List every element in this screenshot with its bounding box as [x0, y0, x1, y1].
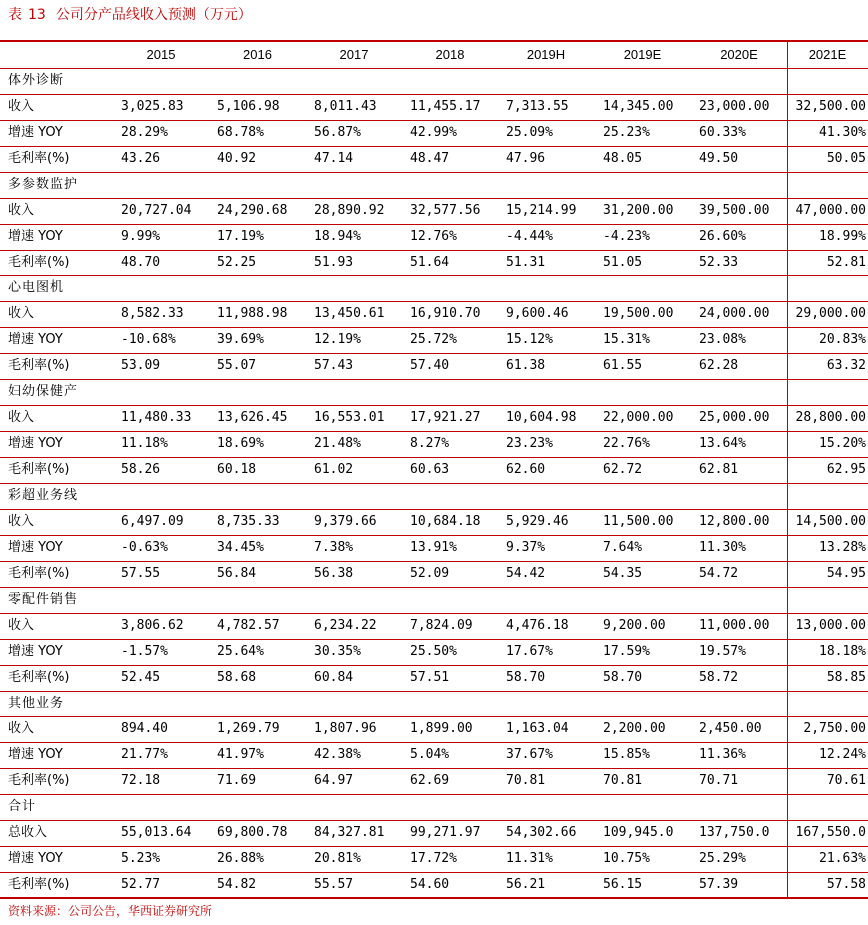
table-cell: 25,000.00	[699, 410, 770, 426]
section-row	[0, 275, 868, 301]
table-cell: 6,497.09	[121, 513, 184, 529]
table-row	[0, 742, 868, 768]
table-cell: 17.72%	[410, 851, 457, 867]
table-cell: 9.99%	[121, 228, 161, 244]
table-cell: 9,600.46	[506, 306, 569, 322]
table-cell: 2,450.00	[699, 721, 762, 737]
table-cell: 11,988.98	[217, 306, 288, 322]
table-cell: 70.61	[826, 773, 866, 789]
table-title-number: 13	[28, 7, 46, 23]
header-row	[0, 42, 868, 68]
table-cell: 68.78%	[217, 124, 264, 140]
table-cell: 11.18%	[121, 436, 168, 452]
row-label: 收入	[8, 98, 35, 114]
table-cell: 9.37%	[506, 539, 546, 555]
table-cell: 31,200.00	[603, 202, 674, 218]
table-cell: 52.77	[121, 877, 161, 893]
row-label: 收入	[8, 617, 35, 633]
table-cell: 56.38	[314, 565, 354, 581]
table-cell: 53.09	[121, 358, 161, 374]
table-cell: 42.38%	[314, 747, 361, 763]
table-cell: 18.18%	[819, 643, 866, 659]
table-cell: 54,302.66	[506, 825, 577, 841]
table-cell: 5,106.98	[217, 98, 280, 114]
table-row	[0, 716, 868, 742]
row-label: 增速 YOY	[8, 747, 63, 763]
table-cell: 25.72%	[410, 332, 457, 348]
table-cell: 56.87%	[314, 124, 361, 140]
table-cell: 52.81	[826, 254, 866, 270]
table-cell: 10,604.98	[506, 410, 577, 426]
table-cell: 7,824.09	[410, 617, 473, 633]
table-cell: 22.76%	[603, 436, 650, 452]
column-header: 2018	[435, 47, 465, 62]
table-cell: 52.45	[121, 669, 161, 685]
table-cell: 21.77%	[121, 747, 168, 763]
table-cell: 14,345.00	[603, 98, 674, 114]
table-cell: 54.60	[410, 877, 450, 893]
table-cell: 34.45%	[217, 539, 264, 555]
table-cell: 57.51	[410, 669, 450, 685]
table-cell: 1,269.79	[217, 721, 280, 737]
table-cell: 15.31%	[603, 332, 650, 348]
table-cell: 23.08%	[699, 332, 746, 348]
table-cell: 61.02	[314, 462, 354, 478]
row-label: 增速 YOY	[8, 851, 63, 867]
section-name: 体外诊断	[8, 72, 65, 88]
table-row	[0, 146, 868, 172]
table-cell: 32,577.56	[410, 202, 481, 218]
table-cell: 11,000.00	[699, 617, 770, 633]
row-label: 毛利率(%)	[8, 150, 70, 166]
table-cell: 16,553.01	[314, 410, 385, 426]
row-label: 增速 YOY	[8, 539, 63, 555]
column-divider	[787, 42, 788, 898]
row-label: 毛利率(%)	[8, 565, 70, 581]
section-name: 零配件销售	[8, 591, 79, 607]
table-cell: 52.33	[699, 254, 739, 270]
table-cell: 2,750.00	[803, 721, 866, 737]
section-name: 心电图机	[8, 280, 65, 296]
table-cell: 15.12%	[506, 332, 553, 348]
table-cell: 894.40	[121, 721, 168, 737]
table-cell: 14,500.00	[795, 513, 866, 529]
table-cell: 137,750.0	[699, 825, 770, 841]
table-cell: 17.19%	[217, 228, 264, 244]
table-cell: 62.72	[603, 462, 643, 478]
row-label: 毛利率(%)	[8, 462, 70, 478]
table-cell: 28.29%	[121, 124, 168, 140]
table-cell: 24,000.00	[699, 306, 770, 322]
table-cell: 47.14	[314, 150, 354, 166]
table-cell: 11.31%	[506, 851, 553, 867]
table-row	[0, 353, 868, 379]
table-cell: 11,500.00	[603, 513, 674, 529]
table-cell: 25.23%	[603, 124, 650, 140]
table-cell: 63.32	[826, 358, 866, 374]
table-cell: 25.29%	[699, 851, 746, 867]
table-cell: 54.35	[603, 565, 643, 581]
table-cell: 109,945.0	[603, 825, 674, 841]
table-cell: -1.57%	[121, 643, 168, 659]
table-cell: 13.28%	[819, 539, 866, 555]
table-cell: 9,200.00	[603, 617, 666, 633]
row-label: 增速 YOY	[8, 332, 63, 348]
table-cell: 26.60%	[699, 228, 746, 244]
column-header: 2015	[146, 47, 176, 62]
table-cell: 54.42	[506, 565, 546, 581]
table-cell: 11,455.17	[410, 98, 481, 114]
section-row	[0, 587, 868, 613]
table-cell: 84,327.81	[314, 825, 385, 841]
table-cell: 48.05	[603, 150, 643, 166]
table-cell: 48.70	[121, 254, 161, 270]
table-cell: 70.81	[506, 773, 546, 789]
table-cell: 19.57%	[699, 643, 746, 659]
table-cell: 69,800.78	[217, 825, 288, 841]
table-cell: 18.94%	[314, 228, 361, 244]
table-cell: 25.64%	[217, 643, 264, 659]
section-name: 妇幼保健产	[8, 384, 79, 400]
table-cell: 60.84	[314, 669, 354, 685]
table-cell: 11.36%	[699, 747, 746, 763]
table-cell: 25.50%	[410, 643, 457, 659]
table-cell: 58.70	[506, 669, 546, 685]
table-cell: 61.38	[506, 358, 546, 374]
table-cell: 58.85	[826, 669, 866, 685]
table-cell: 39.69%	[217, 332, 264, 348]
table-cell: 5,929.46	[506, 513, 569, 529]
table-cell: 1,807.96	[314, 721, 377, 737]
row-label: 收入	[8, 202, 35, 218]
table-row	[0, 509, 868, 535]
table-cell: 4,782.57	[217, 617, 280, 633]
table-row	[0, 327, 868, 353]
table-cell: 1,163.04	[506, 721, 569, 737]
table-cell: 12.24%	[819, 747, 866, 763]
table-cell: 51.31	[506, 254, 546, 270]
table-row	[0, 665, 868, 691]
table-row	[0, 94, 868, 120]
table-cell: 58.70	[603, 669, 643, 685]
table-cell: 12.76%	[410, 228, 457, 244]
table-cell: 7.64%	[603, 539, 643, 555]
table-cell: 16,910.70	[410, 306, 481, 322]
column-header: 2019E	[623, 47, 662, 62]
table-row	[0, 198, 868, 224]
bottom-rule	[0, 897, 868, 899]
row-label: 增速 YOY	[8, 643, 63, 659]
table-cell: 12.19%	[314, 332, 361, 348]
table-cell: 54.72	[699, 565, 739, 581]
table-cell: -4.23%	[603, 228, 650, 244]
table-cell: 62.60	[506, 462, 546, 478]
table-cell: 20,727.04	[121, 202, 192, 218]
table-row	[0, 120, 868, 146]
row-label: 毛利率(%)	[8, 773, 70, 789]
table-cell: 28,890.92	[314, 202, 385, 218]
table-cell: 12,800.00	[699, 513, 770, 529]
table-cell: 13.64%	[699, 436, 746, 452]
table-cell: 72.18	[121, 773, 161, 789]
table-cell: 22,000.00	[603, 410, 674, 426]
table-cell: 56.21	[506, 877, 546, 893]
section-row	[0, 483, 868, 509]
column-header: 2020E	[720, 47, 758, 62]
section-name: 多参数监护	[8, 176, 79, 192]
table-cell: 17.67%	[506, 643, 553, 659]
table-cell: 13,450.61	[314, 306, 385, 322]
table-cell: 13,000.00	[795, 617, 866, 633]
table-cell: 57.58	[826, 877, 866, 893]
table-cell: 58.26	[121, 462, 161, 478]
table-cell: 47.96	[506, 150, 546, 166]
table-cell: 10,684.18	[410, 513, 481, 529]
table-cell: 10.75%	[603, 851, 650, 867]
table-cell: 23.23%	[506, 436, 553, 452]
table-cell: 58.72	[699, 669, 739, 685]
table-cell: 56.15	[603, 877, 643, 893]
table-cell: 56.84	[217, 565, 257, 581]
table-cell: 62.95	[826, 462, 866, 478]
table-cell: 15.85%	[603, 747, 650, 763]
table-cell: 49.50	[699, 150, 739, 166]
table-cell: -10.68%	[121, 332, 176, 348]
table-cell: 57.43	[314, 358, 354, 374]
table-cell: 19,500.00	[603, 306, 674, 322]
table-cell: 41.97%	[217, 747, 264, 763]
table-cell: 55.57	[314, 877, 354, 893]
table-cell: 3,806.62	[121, 617, 184, 633]
table-cell: 7,313.55	[506, 98, 569, 114]
section-row	[0, 379, 868, 405]
table-row	[0, 431, 868, 457]
table-cell: 6,234.22	[314, 617, 377, 633]
table-row	[0, 561, 868, 587]
table-cell: 15.20%	[819, 436, 866, 452]
row-label: 增速 YOY	[8, 124, 63, 140]
table-cell: 8,735.33	[217, 513, 280, 529]
table-cell: 60.33%	[699, 124, 746, 140]
row-label: 收入	[8, 306, 35, 322]
table-cell: 15,214.99	[506, 202, 577, 218]
table-row	[0, 535, 868, 561]
table-cell: 25.09%	[506, 124, 553, 140]
table-cell: 64.97	[314, 773, 354, 789]
table-cell: 70.81	[603, 773, 643, 789]
table-cell: 21.48%	[314, 436, 361, 452]
table-row	[0, 639, 868, 665]
table-cell: 11.30%	[699, 539, 746, 555]
row-label: 收入	[8, 513, 35, 529]
table-cell: 47,000.00	[795, 202, 866, 218]
table-cell: 48.47	[410, 150, 450, 166]
table-cell: 1,899.00	[410, 721, 473, 737]
table-cell: 5.04%	[410, 747, 450, 763]
table-cell: 24,290.68	[217, 202, 288, 218]
table-row	[0, 846, 868, 872]
table-row	[0, 872, 868, 898]
table-cell: 42.99%	[410, 124, 457, 140]
table-cell: 26.88%	[217, 851, 264, 867]
row-label: 增速 YOY	[8, 228, 63, 244]
table-row	[0, 820, 868, 846]
table-cell: 41.30%	[819, 124, 866, 140]
table-cell: 5.23%	[121, 851, 161, 867]
table-cell: 55,013.64	[121, 825, 192, 841]
table-cell: 7.38%	[314, 539, 354, 555]
table-cell: 51.93	[314, 254, 354, 270]
table-title-prefix: 表	[8, 7, 22, 23]
table-cell: 62.28	[699, 358, 739, 374]
table-cell: -4.44%	[506, 228, 553, 244]
section-name: 其他业务	[8, 695, 65, 711]
row-label: 增速 YOY	[8, 436, 63, 452]
table-cell: 54.95	[826, 565, 866, 581]
table-row	[0, 768, 868, 794]
table-cell: 8,011.43	[314, 98, 377, 114]
table-row	[0, 301, 868, 327]
table-cell: 13.91%	[410, 539, 457, 555]
table-row	[0, 224, 868, 250]
table-cell: 58.68	[217, 669, 257, 685]
table-cell: 17,921.27	[410, 410, 481, 426]
table-cell: 57.39	[699, 877, 739, 893]
table-cell: 2,200.00	[603, 721, 666, 737]
table-cell: 71.69	[217, 773, 257, 789]
table-cell: 99,271.97	[410, 825, 481, 841]
section-row	[0, 172, 868, 198]
row-label: 收入	[8, 721, 35, 737]
source-note: 资料来源：公司公告，华西证券研究所	[8, 904, 213, 918]
table-cell: 70.71	[699, 773, 739, 789]
table-cell: 37.67%	[506, 747, 553, 763]
table-cell: 57.55	[121, 565, 161, 581]
section-name: 彩超业务线	[8, 487, 79, 503]
table-cell: -0.63%	[121, 539, 168, 555]
table-cell: 57.40	[410, 358, 450, 374]
section-row	[0, 794, 868, 820]
table-cell: 32,500.00	[795, 98, 866, 114]
table-cell: 62.81	[699, 462, 739, 478]
column-header: 2016	[243, 47, 272, 62]
row-label: 总收入	[8, 825, 48, 841]
table-row	[0, 457, 868, 483]
section-row	[0, 691, 868, 717]
table-cell: 40.92	[217, 150, 257, 166]
table-cell: 39,500.00	[699, 202, 770, 218]
table-cell: 60.18	[217, 462, 257, 478]
table-cell: 23,000.00	[699, 98, 770, 114]
table-cell: 50.05	[826, 150, 866, 166]
column-header: 2021E	[808, 47, 847, 62]
table-cell: 60.63	[410, 462, 450, 478]
table-cell: 43.26	[121, 150, 161, 166]
table-cell: 20.83%	[819, 332, 866, 348]
table-cell: 8,582.33	[121, 306, 184, 322]
table-row	[0, 250, 868, 276]
row-label: 毛利率(%)	[8, 358, 70, 374]
table-title-text: 公司分产品线收入预测（万元）	[55, 7, 252, 23]
table-cell: 3,025.83	[121, 98, 184, 114]
table-cell: 167,550.0	[795, 825, 866, 841]
table-cell: 4,476.18	[506, 617, 569, 633]
table-cell: 21.63%	[819, 851, 866, 867]
column-header: 2017	[339, 47, 369, 62]
table-cell: 17.59%	[603, 643, 650, 659]
table-title	[8, 4, 252, 26]
table-cell: 18.69%	[217, 436, 264, 452]
table-cell: 61.55	[603, 358, 643, 374]
table-cell: 30.35%	[314, 643, 361, 659]
table-cell: 29,000.00	[795, 306, 866, 322]
row-label: 收入	[8, 410, 35, 426]
row-label: 毛利率(%)	[8, 254, 70, 270]
table-cell: 13,626.45	[217, 410, 288, 426]
table-cell: 54.82	[217, 877, 257, 893]
table-cell: 52.09	[410, 565, 450, 581]
table-cell: 28,800.00	[795, 410, 866, 426]
table-cell: 52.25	[217, 254, 257, 270]
column-header: 2019H	[526, 47, 566, 62]
table-cell: 20.81%	[314, 851, 361, 867]
section-row	[0, 68, 868, 94]
table-cell: 51.64	[410, 254, 450, 270]
table-row	[0, 613, 868, 639]
table-cell: 55.07	[217, 358, 257, 374]
table-row	[0, 405, 868, 431]
section-name: 合计	[8, 799, 37, 815]
table-cell: 51.05	[603, 254, 643, 270]
row-label: 毛利率(%)	[8, 669, 70, 685]
table-cell: 11,480.33	[121, 410, 192, 426]
table-cell: 18.99%	[819, 228, 866, 244]
table-cell: 8.27%	[410, 436, 450, 452]
row-label: 毛利率(%)	[8, 877, 70, 893]
table-cell: 9,379.66	[314, 513, 377, 529]
table-cell: 62.69	[410, 773, 450, 789]
